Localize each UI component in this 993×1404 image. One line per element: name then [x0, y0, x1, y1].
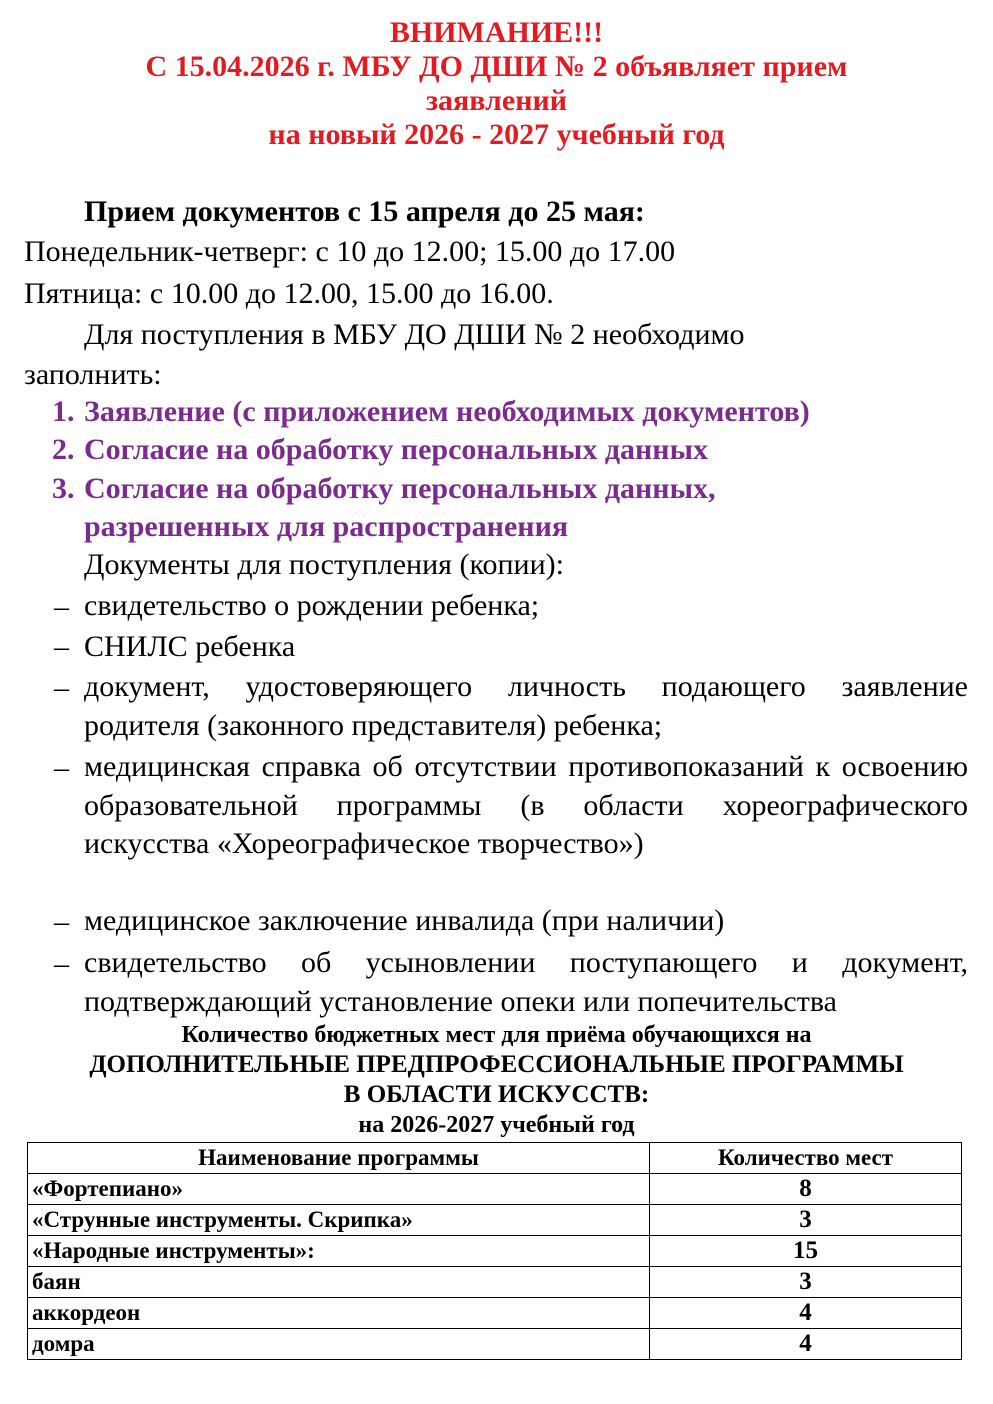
column-header-count: Количество мест — [650, 1143, 962, 1174]
list-item: СНИЛС ребенка — [84, 630, 296, 663]
table-row — [28, 1174, 962, 1205]
places-count: 15 — [650, 1236, 962, 1267]
form-item-application: Заявление (с приложением необходимых документов) — [84, 395, 810, 428]
table-header-row — [28, 1143, 962, 1174]
places-table — [27, 1142, 962, 1360]
list-number: 1. — [52, 395, 75, 428]
documents-heading: Документы для поступления (копии): — [84, 548, 564, 581]
announcement-line: на новый 2026 - 2027 учебный год — [268, 118, 725, 151]
dash-bullet: – — [54, 630, 69, 663]
announcement-title: ВНИМАНИЕ!!! — [389, 16, 604, 49]
dash-bullet: – — [54, 751, 69, 784]
table-row — [28, 1267, 962, 1298]
form-item-consent: Согласие на обработку персональных данных — [84, 433, 709, 466]
table-row — [28, 1298, 962, 1329]
places-title-line: ДОПОЛНИТЕЛЬНЫЕ ПРЕДПРОФЕССИОНАЛЬНЫЕ ПРОГРАММЫ — [89, 1051, 904, 1078]
dash-bullet: – — [54, 671, 69, 704]
places-count: 3 — [650, 1267, 962, 1298]
list-item: свидетельство об усыновлении поступающего и документ, подтверждающий установление опеки или попечительства — [84, 946, 968, 1018]
table-row — [28, 1236, 962, 1267]
places-count: 4 — [650, 1298, 962, 1329]
dash-bullet: – — [54, 947, 69, 980]
table-row — [28, 1329, 962, 1360]
program-name: баян — [28, 1267, 650, 1298]
list-item: медицинская справка об отсутствии противопоказаний к освоению образовательной программы (в области хореографического искусства «Хореографическое творчество») — [84, 750, 968, 860]
announcement — [0, 16, 993, 152]
schedule-friday: Пятница: с 10.00 до 12.00, 15.00 до 16.00. — [24, 277, 554, 310]
program-name: аккордеон — [28, 1298, 650, 1329]
places-title-line: Количество бюджетных мест для приёма обучающихся на — [181, 1022, 812, 1048]
program-name: «Струнные инструменты. Скрипка» — [28, 1205, 650, 1236]
list-number: 3. — [52, 472, 75, 505]
schedule-heading: Прием документов с 15 апреля до 25 мая: — [84, 195, 645, 228]
intro-text: Для поступления в МБУ ДО ДШИ № 2 необходимо — [84, 318, 745, 351]
places-count: 3 — [650, 1205, 962, 1236]
list-item: документ, удостоверяющего личность подающего заявление родителя (законного представителя) ребенка; — [84, 670, 968, 742]
intro-text-cont: заполнить: — [24, 358, 162, 391]
program-name: домра — [28, 1329, 650, 1360]
places-title — [0, 1020, 993, 1140]
column-header-program: Наименование программы — [28, 1143, 650, 1174]
form-item-consent-distribution-cont: разрешенных для распространения — [84, 510, 569, 543]
places-title-line: В ОБЛАСТИ ИСКУССТВ: — [343, 1081, 650, 1108]
program-name: «Фортепиано» — [28, 1174, 650, 1205]
schedule-weekdays: Понедельник-четверг: с 10 до 12.00; 15.00 до 17.00 — [24, 235, 676, 268]
announcement-line: С 15.04.2026 г. МБУ ДО ДШИ № 2 объявляет прием — [145, 50, 848, 83]
dash-bullet: – — [54, 905, 69, 938]
dash-bullet: – — [54, 590, 69, 623]
program-name: «Народные инструменты»: — [28, 1236, 650, 1267]
table-row — [28, 1205, 962, 1236]
list-item: медицинское заключение инвалида (при наличии) — [84, 904, 725, 937]
form-item-consent-distribution: Согласие на обработку персональных данных, — [84, 472, 716, 505]
places-count: 4 — [650, 1329, 962, 1360]
places-count: 8 — [650, 1174, 962, 1205]
announcement-line: заявлений — [425, 84, 568, 117]
list-item: свидетельство о рождении ребенка; — [84, 589, 540, 622]
places-title-line: на 2026-2027 учебный год — [358, 1112, 635, 1138]
list-number: 2. — [52, 433, 75, 466]
